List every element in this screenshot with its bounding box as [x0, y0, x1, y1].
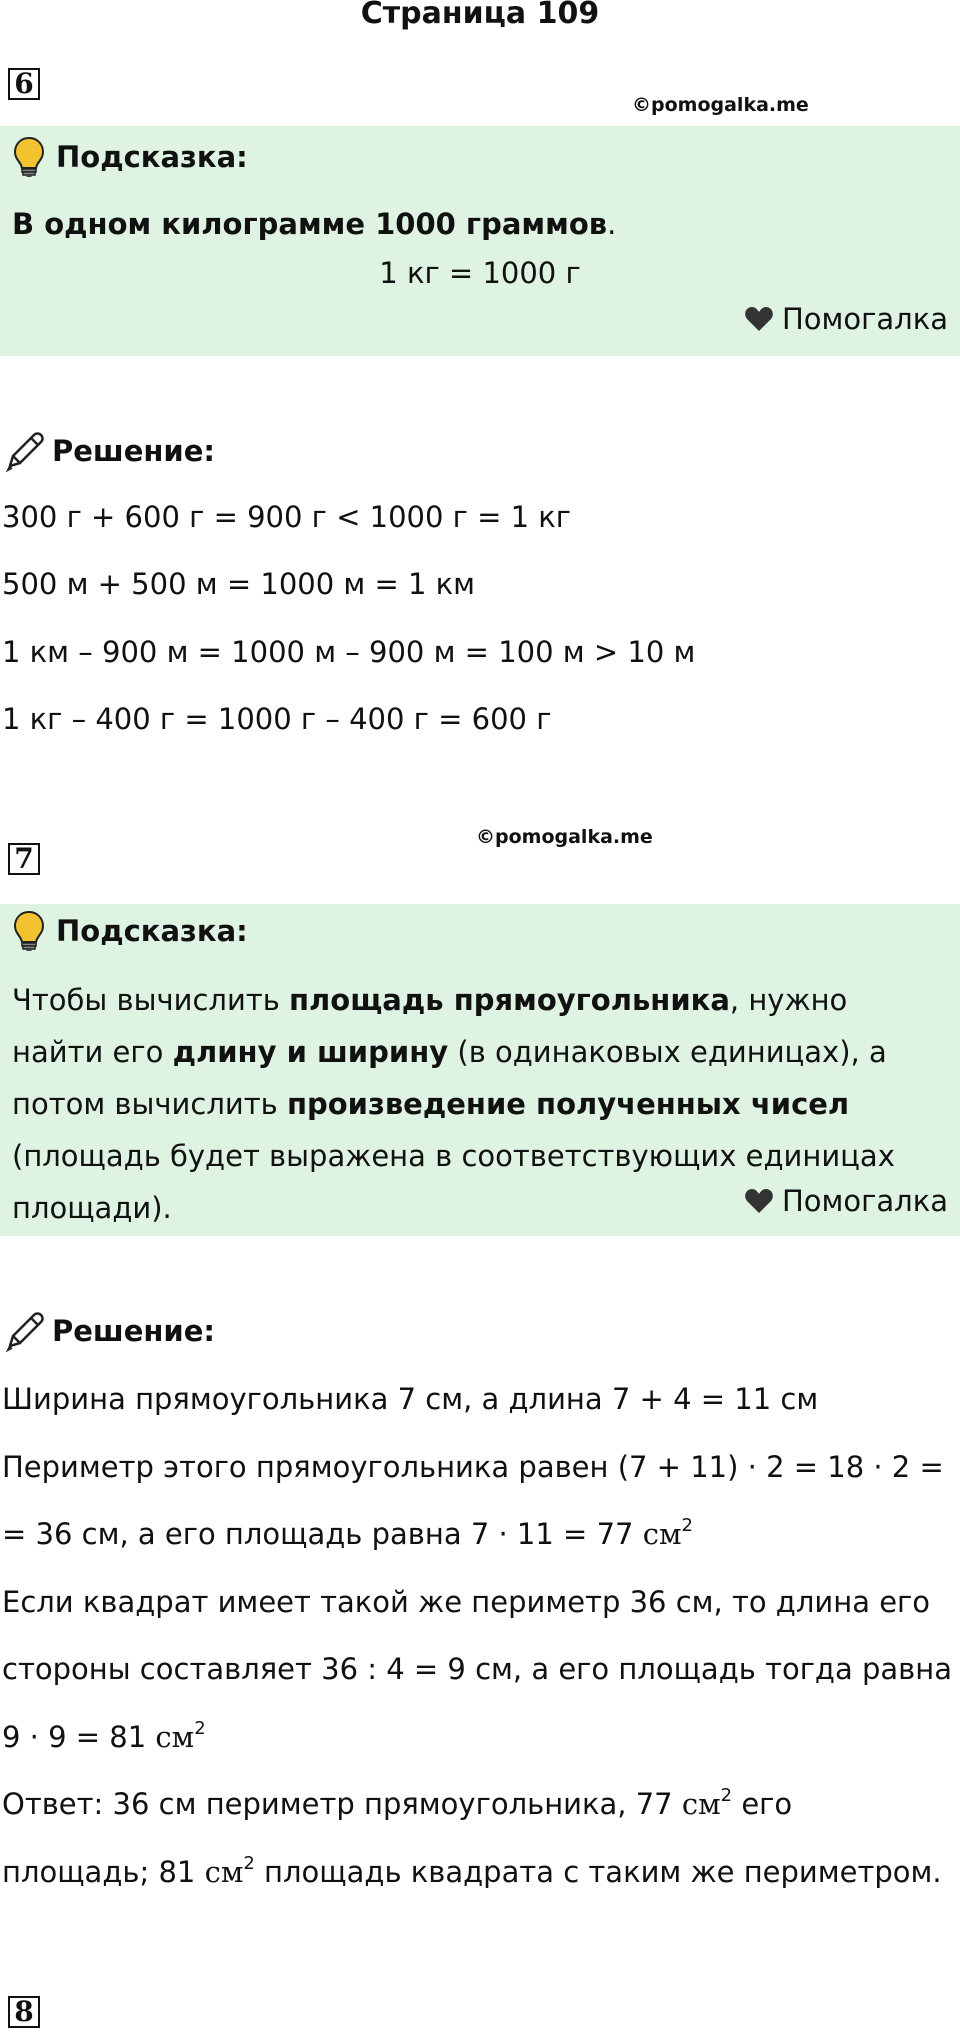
- task-number-8: 8: [8, 1996, 40, 2028]
- area-unit: см: [155, 1720, 195, 1754]
- solution-text: площадь; 81: [2, 1855, 205, 1889]
- hint-box-6: [0, 126, 960, 356]
- solution-header-7: [4, 1310, 215, 1352]
- unit-exponent: 2: [194, 1718, 206, 1740]
- unit-exponent: 2: [720, 1785, 733, 1807]
- area-unit: см: [642, 1517, 682, 1551]
- solution-line: 1 км – 900 м = 1000 м – 900 м = 100 м > 10 м: [2, 635, 696, 669]
- solution-label: Решение:: [52, 1314, 216, 1348]
- hint-text-part: , нужно найти его: [12, 983, 848, 1069]
- hint-bold-text: В одном килограмме 1000 граммов: [12, 207, 608, 241]
- hint-text-part: Чтобы вычислить: [12, 983, 290, 1017]
- page-title: Страница 109: [360, 0, 600, 31]
- heart-icon: [744, 1188, 774, 1214]
- hint-header: [12, 136, 248, 178]
- heart-icon: [744, 306, 774, 332]
- answer-line: [2, 1855, 942, 1889]
- hint-formula: 1 кг = 1000 г: [379, 256, 581, 290]
- area-unit: см: [204, 1855, 244, 1889]
- solution-line: стороны составляет 36 : 4 = 9 см, а его площадь тогда равна: [2, 1652, 952, 1686]
- solution-line: [2, 1720, 206, 1754]
- unit-exponent: 2: [681, 1515, 693, 1537]
- hint-box-7: [0, 904, 960, 1236]
- task-number-7: 7: [8, 843, 40, 875]
- solution-line: 500 м + 500 м = 1000 м = 1 км: [2, 567, 476, 601]
- watermark: ©pomogalka.me: [632, 94, 809, 116]
- signature-text: Помогалка: [782, 1184, 948, 1218]
- hint-text-6: [12, 198, 942, 250]
- hint-header: [12, 910, 248, 952]
- solution-line: Периметр этого прямоугольника равен (7 + 11) · 2 = 18 · 2 =: [2, 1450, 944, 1484]
- solution-line: 1 кг – 400 г = 1000 г – 400 г = 600 г: [2, 702, 552, 736]
- solution-line: 300 г + 600 г = 900 г < 1000 г = 1 кг: [2, 500, 572, 534]
- hint-label: Подсказка:: [56, 914, 248, 948]
- hint-bold-text: площадь прямоугольника: [289, 983, 730, 1017]
- answer-line: [2, 1787, 792, 1821]
- hint-text-part: (в одинаковых единицах), а потом вычислить: [12, 1035, 887, 1121]
- hint-text-end: .: [607, 207, 617, 241]
- area-unit: см: [681, 1787, 721, 1821]
- solution-text: его: [732, 1787, 793, 1821]
- pencil-icon: [4, 430, 46, 472]
- lightbulb-icon: [12, 910, 46, 952]
- hint-label: Подсказка:: [56, 140, 248, 174]
- solution-line: Ширина прямоугольника 7 см, а длина 7 + 4 = 11 см: [2, 1382, 819, 1416]
- solution-line: Если квадрат имеет такой же периметр 36 см, то длина его: [2, 1585, 931, 1619]
- solution-text: = 36 см, а его площадь равна 7 · 11 = 77: [2, 1517, 643, 1551]
- watermark: ©pomogalka.me: [476, 826, 653, 848]
- hint-bold-text: длину и ширину: [172, 1035, 449, 1069]
- hint-bold-text: произведение полученных чисел: [286, 1087, 850, 1121]
- solution-label: Решение:: [52, 434, 216, 468]
- hint-text-part: (площадь будет выражена в соответствующих единицах площади).: [12, 1139, 895, 1225]
- signature-text: Помогалка: [782, 302, 948, 336]
- solution-line: [2, 1517, 693, 1551]
- signature: [744, 1184, 948, 1218]
- signature: [744, 302, 948, 336]
- solution-text: 9 · 9 = 81: [2, 1720, 156, 1754]
- pencil-icon: [4, 1310, 46, 1352]
- lightbulb-icon: [12, 136, 46, 178]
- solution-header-6: [4, 430, 215, 472]
- task-number-6: 6: [8, 68, 40, 100]
- unit-exponent: 2: [243, 1853, 255, 1875]
- solution-text: Ответ: 36 см периметр прямоугольника, 77: [2, 1787, 682, 1821]
- solution-text: площадь квадрата с таким же периметром.: [254, 1855, 942, 1889]
